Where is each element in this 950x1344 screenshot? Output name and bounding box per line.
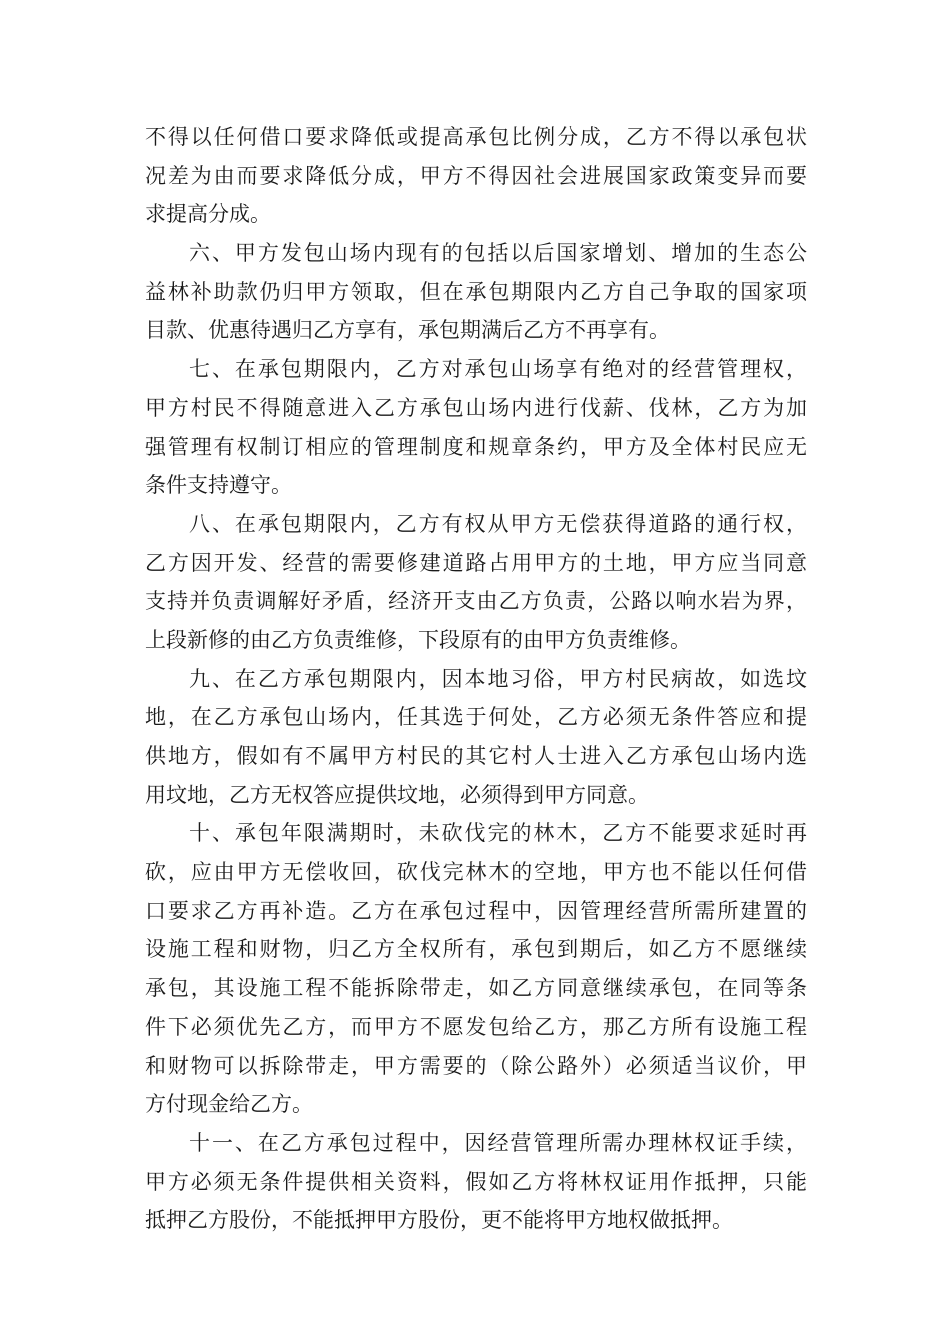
document-page [145, 118, 807, 1240]
paragraph-line: 八、在承包期限内，乙方有权从甲方无偿获得道路的通行权， [189, 511, 807, 536]
paragraph-line: 益林补助款仍归甲方领取，但在承包期限内乙方自己争取的国家项 [145, 279, 807, 304]
paragraph-9 [145, 660, 807, 815]
paragraph-line: 九、在乙方承包期限内，因本地习俗，甲方村民病故，如选坟 [189, 666, 807, 691]
paragraph-line: 甲方村民不得随意进入乙方承包山场内进行伐薪、伐林，乙方为加 [145, 395, 807, 420]
paragraph-line: 七、在承包期限内，乙方对承包山场享有绝对的经营管理权， [189, 357, 807, 382]
paragraph-line: 不得以任何借口要求降低或提高承包比例分成，乙方不得以承包状 [145, 125, 807, 149]
paragraph-6 [145, 234, 807, 350]
paragraph-line: 件下必须优先乙方，而甲方不愿发包给乙方，那乙方所有设施工程 [145, 1014, 807, 1039]
paragraph-line: 方付现金给乙方。 [145, 1092, 313, 1117]
paragraph-7 [145, 350, 807, 505]
paragraph-line: 承包，其设施工程不能拆除带走，如乙方同意继续承包，在同等条 [145, 976, 807, 1001]
paragraph-line: 况差为由而要求降低分成，甲方不得因社会进展国家政策变异而要 [145, 163, 807, 188]
paragraph-line: 十一、在乙方承包过程中，因经营管理所需办理林权证手续， [189, 1130, 807, 1155]
paragraph-line: 供地方，假如有不属甲方村民的其它村人士进入乙方承包山场内选 [145, 744, 807, 768]
paragraph-8 [145, 505, 807, 660]
paragraph-line: 地，在乙方承包山场内，任其选于何处，乙方必须无条件答应和提 [145, 705, 807, 730]
paragraph-line: 甲方必须无条件提供相关资料，假如乙方将林权证用作抵押，只能 [145, 1169, 807, 1194]
paragraph-line: 支持并负责调解好矛盾，经济开支由乙方负责，公路以响水岩为界， [145, 589, 807, 614]
paragraph-line: 和财物可以拆除带走，甲方需要的（除公路外）必须适当议价，甲 [145, 1053, 807, 1078]
paragraph-line: 六、甲方发包山场内现有的包括以后国家增划、增加的生态公 [189, 241, 807, 266]
paragraph-line: 砍，应由甲方无偿收回，砍伐完林木的空地，甲方也不能以任何借 [145, 860, 807, 885]
paragraph-line: 抵押乙方股份，不能抵押甲方股份，更不能将甲方地权做抵押。 [145, 1208, 733, 1233]
paragraph-5-continued [145, 118, 807, 234]
paragraph-line: 上段新修的由乙方负责维修，下段原有的由甲方负责维修。 [145, 627, 691, 652]
paragraph-10 [145, 814, 807, 1124]
paragraph-line: 条件支持遵守。 [145, 473, 292, 498]
paragraph-line: 十、承包年限满期时，未砍伐完的林木，乙方不能要求延时再 [189, 821, 807, 846]
paragraph-line: 用坟地，乙方无权答应提供坟地，必须得到甲方同意。 [145, 782, 649, 807]
paragraph-line: 口要求乙方再补造。乙方在承包过程中，因管理经营所需所建置的 [145, 898, 807, 923]
paragraph-line: 乙方因开发、经营的需要修建道路占用甲方的土地，甲方应当同意 [145, 550, 807, 575]
paragraph-line: 强管理有权制订相应的管理制度和规章条约，甲方及全体村民应无 [145, 434, 807, 459]
paragraph-line: 目款、优惠待遇归乙方享有，承包期满后乙方不再享有。 [145, 318, 670, 343]
paragraph-line: 求提高分成。 [145, 202, 271, 227]
paragraph-line: 设施工程和财物，归乙方全权所有，承包到期后，如乙方不愿继续 [145, 937, 807, 962]
paragraph-11 [145, 1124, 807, 1240]
